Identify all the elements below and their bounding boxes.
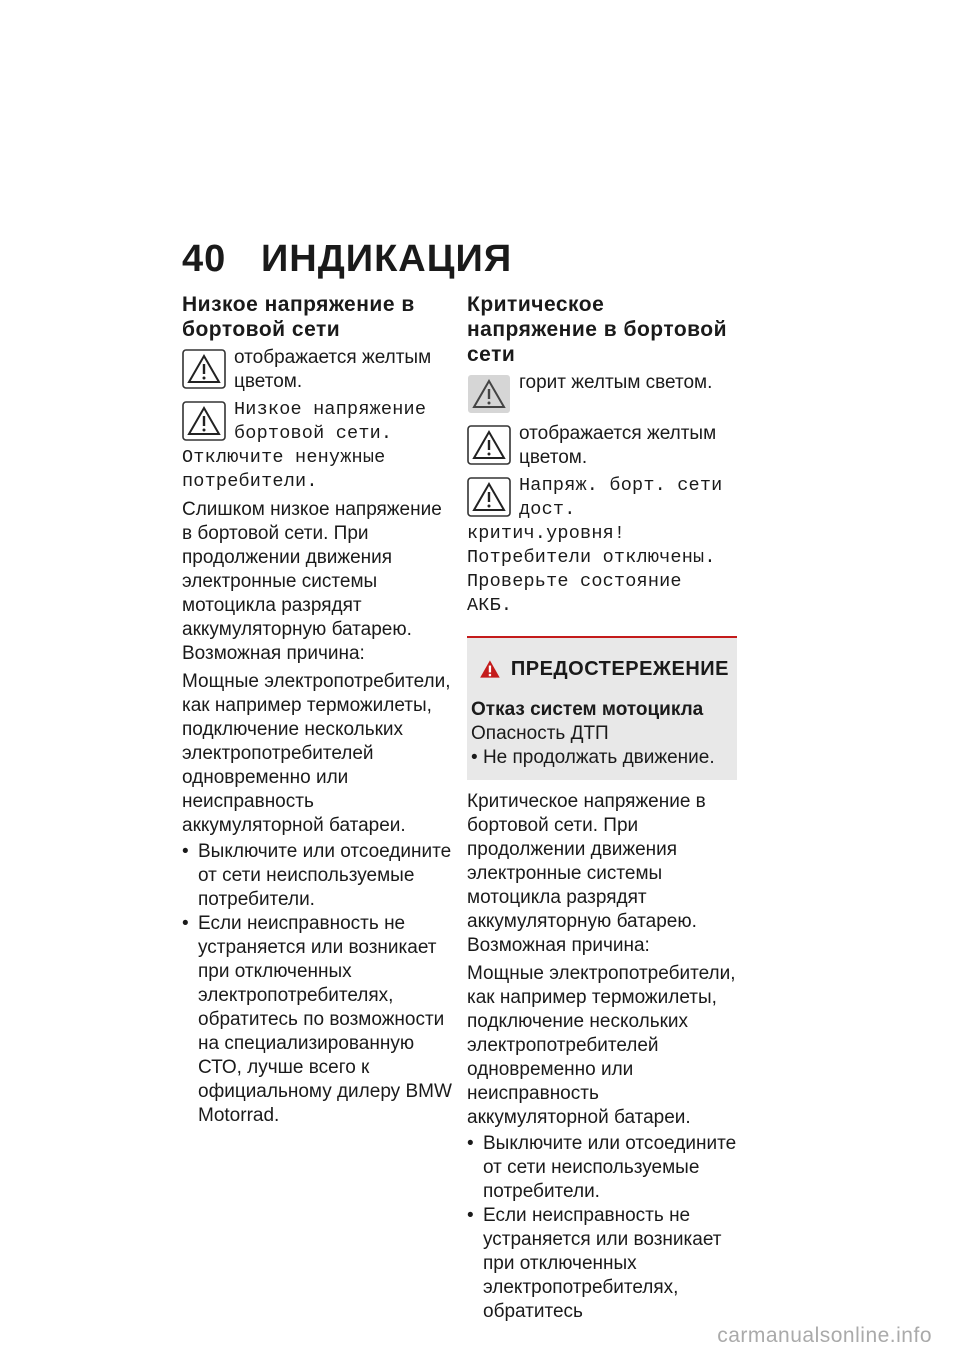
display-message: Напряж. борт. сети дост. критич.уровня! Потребители отключены. Проверьте состояние АКБ. [467, 475, 723, 616]
cause-label: Возможная причина: [467, 935, 650, 956]
lamp-text: горит желтым светом. [519, 372, 713, 393]
list-item: • Выключите или отсоедините от сети неиспользуемые потребители. [182, 840, 452, 912]
warning-action-text: Не продолжать движение. [482, 747, 715, 768]
section-heading-low-voltage: Низкое напряжение в бортовой сети [182, 293, 415, 341]
lamp-row [182, 346, 452, 394]
lamp-text: отображается желтым цветом. [234, 347, 432, 392]
chapter-title: ИНДИКАЦИЯ [260, 238, 513, 280]
list-item: • Если неисправность не устраняется или возникает при отключенных электропотребителях, обратитесь [467, 1204, 737, 1324]
warning-exclamation-red-icon [479, 652, 501, 686]
action-list [182, 840, 452, 1128]
warning-danger: Опасность ДТП [471, 723, 609, 744]
warning-triangle-outline-icon [182, 401, 226, 441]
warning-title: ПРЕДОСТЕРЕЖЕНИЕ [510, 657, 729, 680]
action-list [467, 1132, 737, 1324]
lamp-row-filled [467, 371, 737, 416]
lamp-row-outline [467, 422, 737, 470]
warning-subtitle: Отказ систем мотоцикла [471, 699, 704, 720]
section-heading-critical-voltage: Критическое напряжение в бортовой сети [467, 293, 728, 366]
warning-triangle-filled-icon [467, 374, 511, 414]
warning-header [471, 652, 729, 686]
cause-paragraph: Мощные электропотребители, как например терможилеты, подключение нескольких электропотребителей одновременно или неисправность аккумуляторной батареи. [182, 671, 451, 836]
list-item: • Выключите или отсоедините от сети неиспользуемые потребители. [467, 1132, 737, 1204]
description-paragraph: Критическое напряжение в бортовой сети. При продолжении движения электронные системы мотоцикла разрядят аккумуляторную батарею. [467, 791, 706, 932]
warning-box [467, 636, 737, 780]
cause-label: Возможная причина: [182, 643, 365, 664]
right-column [467, 292, 737, 1324]
warning-triangle-outline-icon [182, 349, 226, 389]
page-header [182, 238, 512, 281]
cause-paragraph: Мощные электропотребители, как например терможилеты, подключение нескольких электропотребителей одновременно или неисправность аккумуляторной батареи. [467, 963, 736, 1128]
left-column [182, 292, 452, 1128]
display-row [182, 398, 452, 494]
description-paragraph: Слишком низкое напряжение в бортовой сети. При продолжении движения электронные системы мотоцикла разрядят аккумуляторную батарею. [182, 499, 442, 640]
display-row [467, 474, 737, 618]
warning-action: • Не продолжать движение. [471, 747, 715, 768]
warning-triangle-outline-icon [467, 425, 511, 465]
page-number: 40 [182, 238, 227, 280]
watermark: carmanualsonline.info [717, 1324, 932, 1347]
lamp-text: отображается желтым цветом. [519, 423, 717, 468]
warning-triangle-outline-icon [467, 477, 511, 517]
display-message: Низкое напряжение бортовой сети. Отключите ненужные потребители. [182, 399, 427, 492]
list-item: • Если неисправность не устраняется или возникает при отключенных электропотребителях, обратитесь по возможности на специализированную СТО, лучше всего к официальному дилеру BMW Motorrad. [182, 912, 452, 1128]
